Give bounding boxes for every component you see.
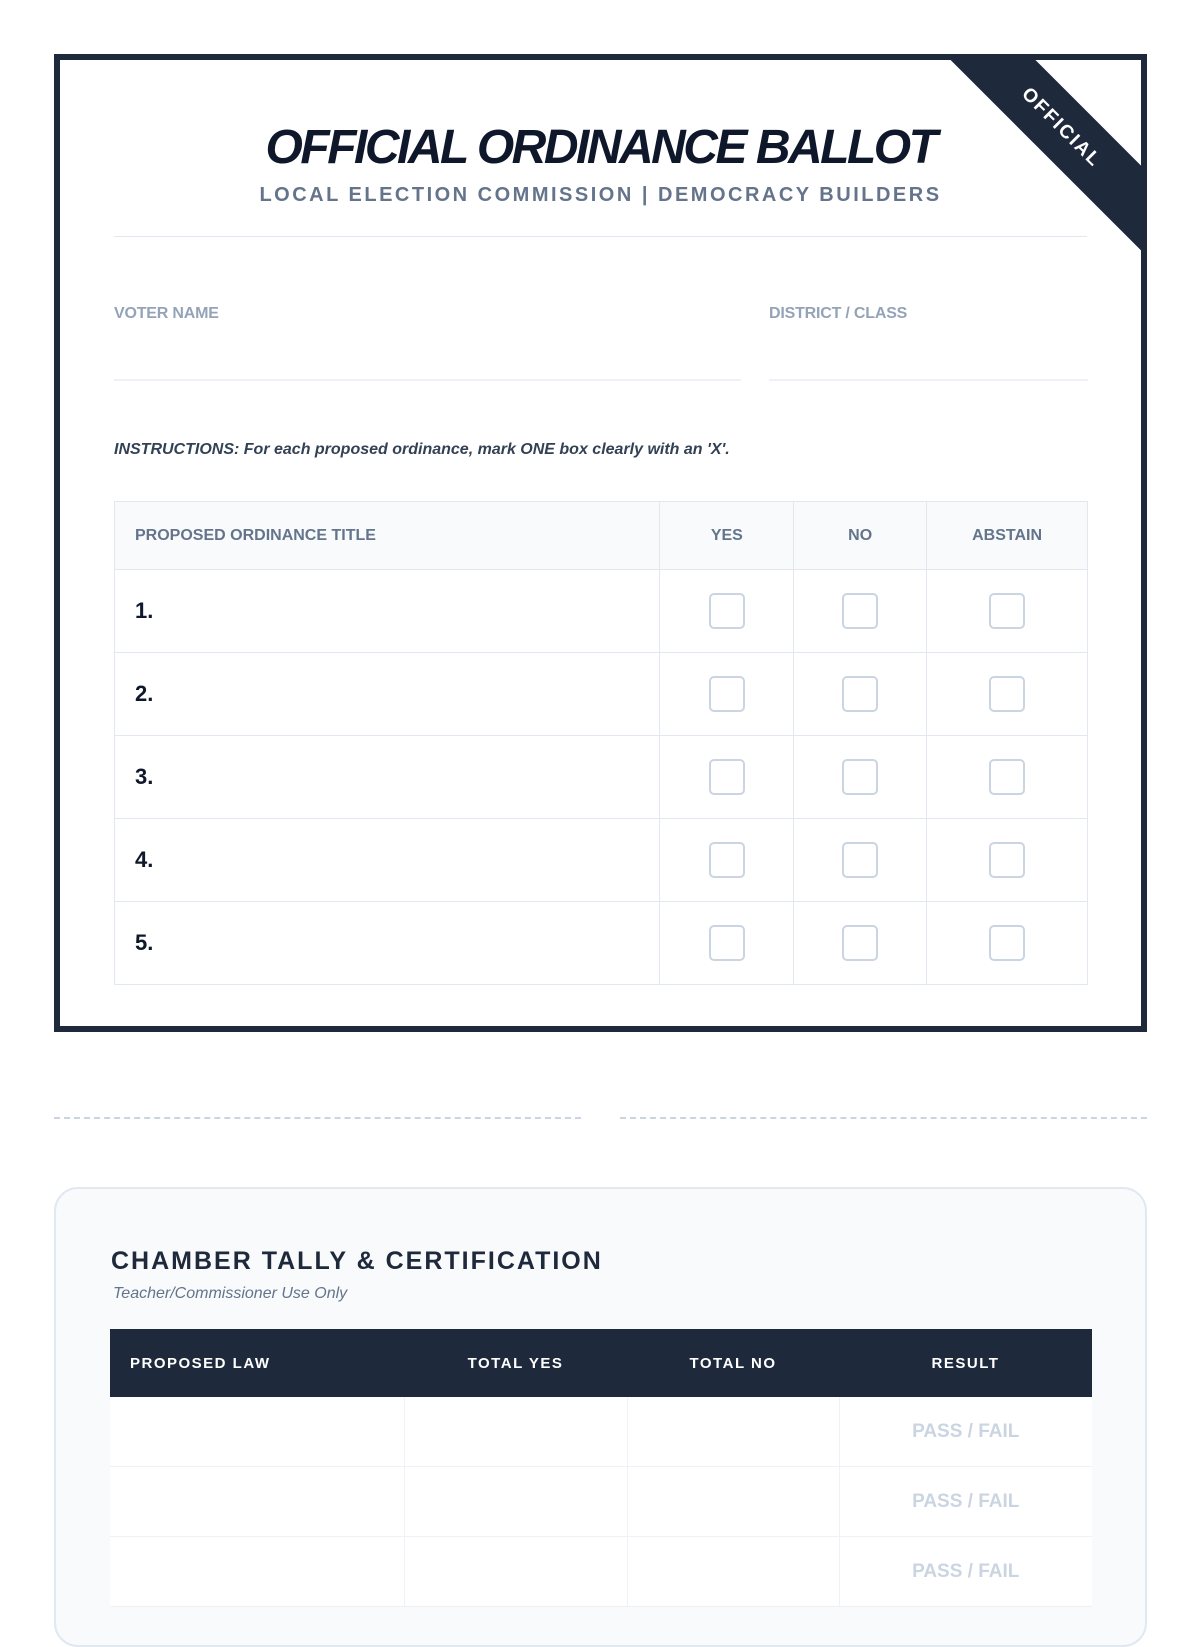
table-row: [115, 736, 1088, 819]
no-checkbox[interactable]: [842, 759, 878, 795]
ballot-table: [114, 501, 1088, 985]
cut-line-right: [620, 1117, 1147, 1119]
proposed-law-cell[interactable]: [110, 1467, 404, 1537]
table-row: [115, 819, 1088, 902]
voter-name-field[interactable]: [114, 379, 741, 381]
header-total-no: TOTAL NO: [627, 1329, 839, 1397]
district-label: DISTRICT / CLASS: [769, 305, 908, 322]
ordinance-number[interactable]: 5.: [115, 902, 660, 985]
header-no: NO: [794, 502, 927, 570]
no-checkbox[interactable]: [842, 925, 878, 961]
total-no-cell[interactable]: [627, 1467, 839, 1537]
yes-checkbox[interactable]: [709, 925, 745, 961]
ordinance-number[interactable]: 4.: [115, 819, 660, 902]
tally-table-header: [110, 1329, 1092, 1397]
header-yes: YES: [660, 502, 794, 570]
result-cell[interactable]: PASS / FAIL: [839, 1537, 1092, 1607]
total-yes-cell[interactable]: [404, 1397, 627, 1467]
header-result: RESULT: [839, 1329, 1092, 1397]
official-ribbon: OFFICIAL: [934, 54, 1147, 255]
tally-subtitle: Teacher/Commissioner Use Only: [113, 1285, 348, 1302]
no-checkbox[interactable]: [842, 593, 878, 629]
header-ordinance-title: PROPOSED ORDINANCE TITLE: [115, 502, 660, 570]
district-field[interactable]: [769, 379, 1088, 381]
abstain-checkbox[interactable]: [989, 925, 1025, 961]
total-no-cell[interactable]: [627, 1537, 839, 1607]
ordinance-number[interactable]: 3.: [115, 736, 660, 819]
total-no-cell[interactable]: [627, 1397, 839, 1467]
yes-checkbox[interactable]: [709, 842, 745, 878]
yes-checkbox[interactable]: [709, 593, 745, 629]
tally-title: CHAMBER TALLY & CERTIFICATION: [111, 1247, 603, 1275]
voter-name-label: VOTER NAME: [114, 305, 219, 322]
ordinance-number[interactable]: 2.: [115, 653, 660, 736]
ballot-table-header: [115, 502, 1088, 570]
ballot-subtitle: LOCAL ELECTION COMMISSION | DEMOCRACY BUILDERS: [259, 184, 942, 206]
table-row: [115, 902, 1088, 985]
header-proposed-law: PROPOSED LAW: [110, 1329, 404, 1397]
no-checkbox[interactable]: [842, 676, 878, 712]
header-abstain: ABSTAIN: [927, 502, 1088, 570]
proposed-law-cell[interactable]: [110, 1537, 404, 1607]
table-row: [110, 1467, 1092, 1537]
table-row: [110, 1537, 1092, 1607]
abstain-checkbox[interactable]: [989, 593, 1025, 629]
table-row: [115, 570, 1088, 653]
cut-line-left: [54, 1117, 581, 1119]
yes-checkbox[interactable]: [709, 759, 745, 795]
ballot-card: [54, 54, 1147, 1032]
abstain-checkbox[interactable]: [989, 676, 1025, 712]
ordinance-number[interactable]: 1.: [115, 570, 660, 653]
tally-table: [110, 1329, 1092, 1607]
proposed-law-cell[interactable]: [110, 1397, 404, 1467]
total-yes-cell[interactable]: [404, 1467, 627, 1537]
result-cell[interactable]: PASS / FAIL: [839, 1467, 1092, 1537]
instructions: INSTRUCTIONS: For each proposed ordinance, mark ONE box clearly with an 'X'.: [114, 441, 730, 458]
header-divider: [114, 236, 1087, 237]
header-total-yes: TOTAL YES: [404, 1329, 627, 1397]
abstain-checkbox[interactable]: [989, 842, 1025, 878]
result-cell[interactable]: PASS / FAIL: [839, 1397, 1092, 1467]
ballot-title: OFFICIAL ORDINANCE BALLOT: [265, 121, 936, 174]
abstain-checkbox[interactable]: [989, 759, 1025, 795]
yes-checkbox[interactable]: [709, 676, 745, 712]
total-yes-cell[interactable]: [404, 1537, 627, 1607]
table-row: [110, 1397, 1092, 1467]
tally-panel: [54, 1187, 1147, 1647]
no-checkbox[interactable]: [842, 842, 878, 878]
table-row: [115, 653, 1088, 736]
